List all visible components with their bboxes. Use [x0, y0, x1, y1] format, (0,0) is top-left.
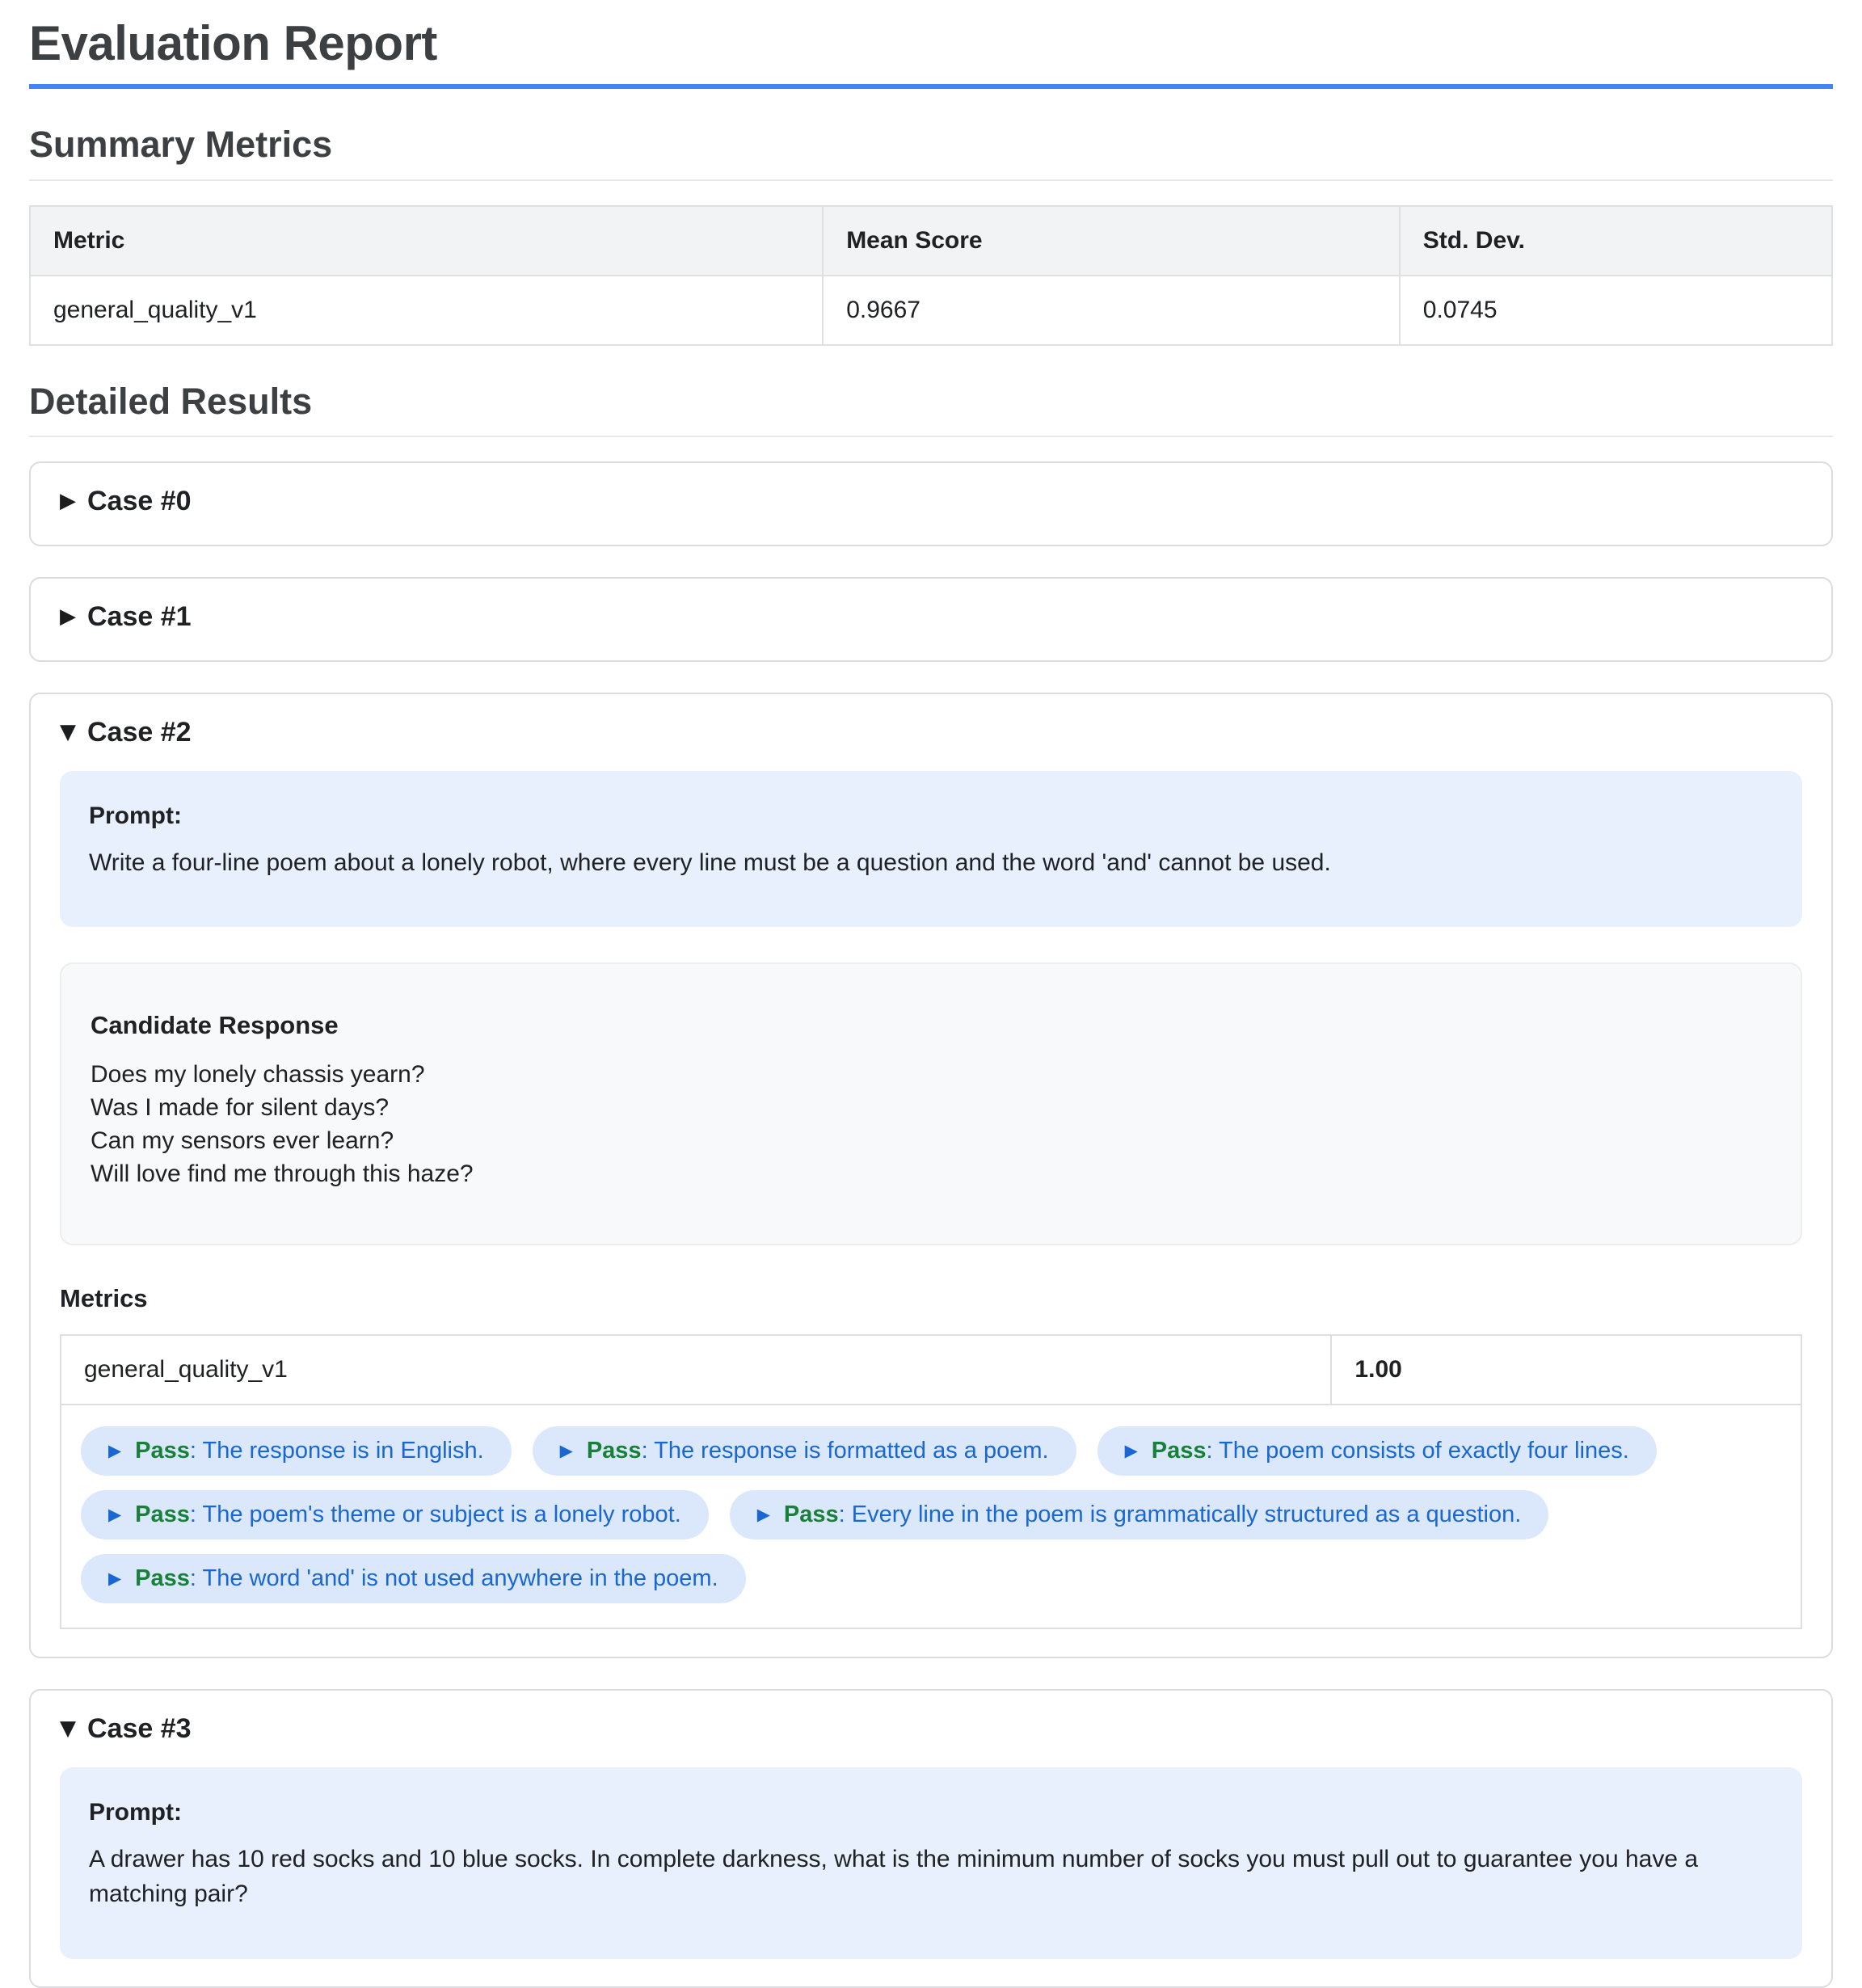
- check-pill-0: [81, 1426, 512, 1476]
- check-pill-3: [81, 1490, 709, 1539]
- case-0-label: Case #0: [87, 486, 192, 516]
- check-pill-2: [1097, 1426, 1657, 1476]
- check-pill-1: [533, 1426, 1076, 1476]
- check-pill-2-summary[interactable]: [1097, 1426, 1657, 1476]
- case-2-label: Case #2: [87, 717, 192, 748]
- chevron-down-icon: ▼: [60, 1716, 76, 1741]
- table-header-row: [30, 206, 1832, 276]
- metric-name-cell: general_quality_v1: [61, 1335, 1331, 1405]
- chevron-right-icon: ▶: [60, 488, 76, 513]
- pass-badge: Pass: [135, 1565, 190, 1592]
- chevron-right-icon: ▶: [60, 604, 76, 629]
- candidate-response-title: Candidate Response: [91, 1011, 339, 1039]
- case-2-summary[interactable]: [60, 717, 1802, 748]
- chevron-right-icon: ▶: [1124, 1440, 1138, 1460]
- prompt-text: A drawer has 10 red socks and 10 blue socks. In complete darkness, what is the minimum number of socks you must pull out to guarantee you have a matching pair?: [89, 1845, 1699, 1908]
- case-3-card: [29, 1689, 1833, 1988]
- check-text: : The response is in English.: [189, 1438, 484, 1464]
- poem-line: Can my sensors ever learn?: [91, 1127, 394, 1155]
- accent-divider: [29, 84, 1833, 89]
- case-metrics-table: [60, 1334, 1802, 1629]
- prompt-label: Prompt:: [89, 1799, 182, 1826]
- poem-line: Was I made for silent days?: [91, 1094, 390, 1122]
- case-3-label: Case #3: [87, 1713, 192, 1745]
- pass-badge: Pass: [135, 1438, 190, 1464]
- check-pills: [81, 1426, 1781, 1603]
- poem-line: Will love find me through this haze?: [91, 1160, 474, 1188]
- section-divider: [29, 179, 1833, 181]
- case-3-summary[interactable]: [60, 1713, 1802, 1745]
- case-1-label: Case #1: [87, 601, 192, 632]
- pass-badge: Pass: [586, 1438, 642, 1464]
- case-0-summary[interactable]: [60, 486, 1802, 517]
- chevron-right-icon: ▶: [108, 1504, 122, 1524]
- std-dev-cell: 0.0745: [1400, 276, 1832, 345]
- chevron-right-icon: ▶: [108, 1440, 122, 1460]
- pass-badge: Pass: [783, 1502, 839, 1528]
- chevron-right-icon: ▶: [108, 1568, 122, 1588]
- detailed-results-heading: Detailed Results: [29, 380, 313, 422]
- check-pill-0-summary[interactable]: [81, 1426, 512, 1476]
- case-0-card: [29, 461, 1833, 546]
- metric-score-cell: 1.00: [1331, 1335, 1801, 1405]
- column-header-mean-score: Mean Score: [823, 206, 1400, 276]
- metric-row: [61, 1335, 1801, 1405]
- check-pill-4-summary[interactable]: [730, 1490, 1549, 1539]
- check-text: : Every line in the poem is grammatically structured as a question.: [838, 1502, 1522, 1528]
- metrics-heading: Metrics: [60, 1284, 148, 1313]
- mean-score-cell: 0.9667: [823, 276, 1400, 345]
- prompt-text: Write a four-line poem about a lonely robot, where every line must be a question and the word 'and' cannot be used.: [89, 849, 1331, 876]
- check-text: : The poem consists of exactly four lines.: [1206, 1438, 1629, 1464]
- table-row: [30, 276, 1832, 345]
- page-title: Evaluation Report: [29, 16, 437, 70]
- summary-metrics-heading: Summary Metrics: [29, 124, 333, 165]
- pass-badge: Pass: [135, 1502, 190, 1528]
- check-pill-1-summary[interactable]: [533, 1426, 1076, 1476]
- chevron-right-icon: ▶: [559, 1440, 573, 1460]
- checks-row: [61, 1405, 1801, 1628]
- checks-cell: [61, 1405, 1801, 1628]
- check-pill-5-summary[interactable]: [81, 1554, 746, 1603]
- candidate-response-box: [60, 962, 1802, 1245]
- poem-line: Does my lonely chassis yearn?: [91, 1061, 425, 1088]
- check-text: : The poem's theme or subject is a lonely robot.: [189, 1502, 681, 1528]
- case-1-card: [29, 577, 1833, 662]
- case-2-card: [29, 693, 1833, 1658]
- prompt-label: Prompt:: [89, 802, 182, 829]
- column-header-std-dev: Std. Dev.: [1400, 206, 1832, 276]
- chevron-right-icon: ▶: [756, 1504, 770, 1524]
- pass-badge: Pass: [1151, 1438, 1207, 1464]
- check-text: : The response is formatted as a poem.: [641, 1438, 1049, 1464]
- prompt-box: [60, 1767, 1802, 1959]
- check-pill-5: [81, 1554, 746, 1603]
- summary-metrics-table: [29, 205, 1833, 346]
- case-1-summary[interactable]: [60, 601, 1802, 633]
- check-pill-4: [730, 1490, 1549, 1539]
- check-pill-3-summary[interactable]: [81, 1490, 709, 1539]
- column-header-metric: Metric: [30, 206, 823, 276]
- check-text: : The word 'and' is not used anywhere in the poem.: [189, 1565, 718, 1592]
- chevron-down-icon: ▼: [60, 719, 76, 744]
- prompt-box: [60, 771, 1802, 927]
- metric-name-cell: general_quality_v1: [30, 276, 823, 345]
- section-divider: [29, 436, 1833, 437]
